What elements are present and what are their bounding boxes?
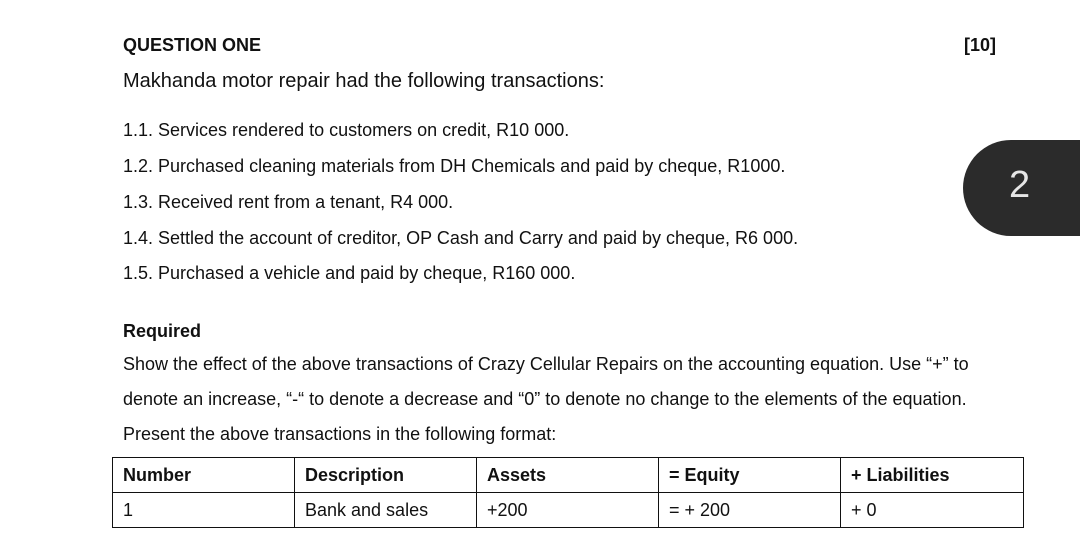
table-row: [113, 493, 1024, 528]
cell-assets: +200: [477, 493, 659, 528]
cell-liabilities: + 0: [841, 493, 1024, 528]
question-intro: Makhanda motor repair had the following transactions:: [123, 70, 605, 92]
question-marks: [10]: [964, 35, 997, 55]
transaction-item: 1.2. Purchased cleaning materials from DH Chemicals and paid by cheque, R1000.: [123, 156, 786, 176]
required-heading: Required: [123, 321, 202, 341]
transaction-item: 1.3. Received rent from a tenant, R4 000.: [123, 192, 454, 212]
header-number: Number: [113, 458, 295, 493]
page-number-badge[interactable]: [963, 140, 1080, 236]
transaction-item: 1.4. Settled the account of creditor, OP Cash and Carry and paid by cheque, R6 000.: [123, 228, 799, 248]
cell-description: Bank and sales: [295, 493, 477, 528]
transaction-item: 1.1. Services rendered to customers on credit, R10 000.: [123, 120, 570, 140]
table-header-row: [113, 458, 1024, 493]
page-number: 2: [1009, 164, 1031, 206]
cell-equity: = + 200: [659, 493, 841, 528]
header-liabilities: + Liabilities: [841, 458, 1024, 493]
transaction-item: 1.5. Purchased a vehicle and paid by cheque, R160 000.: [123, 263, 576, 283]
header-assets: Assets: [477, 458, 659, 493]
format-table: [112, 457, 1024, 528]
header-description: Description: [295, 458, 477, 493]
required-instructions: Show the effect of the above transactions of Crazy Cellular Repairs on the accounting equation. Use “+” to denote an increase, “-“ to denote a decrease and “0” to denote no change to the elements of the equation. Present the above transactions in the following format:: [123, 354, 969, 444]
cell-number: 1: [113, 493, 295, 528]
question-title: QUESTION ONE: [123, 35, 262, 55]
header-equity: = Equity: [659, 458, 841, 493]
